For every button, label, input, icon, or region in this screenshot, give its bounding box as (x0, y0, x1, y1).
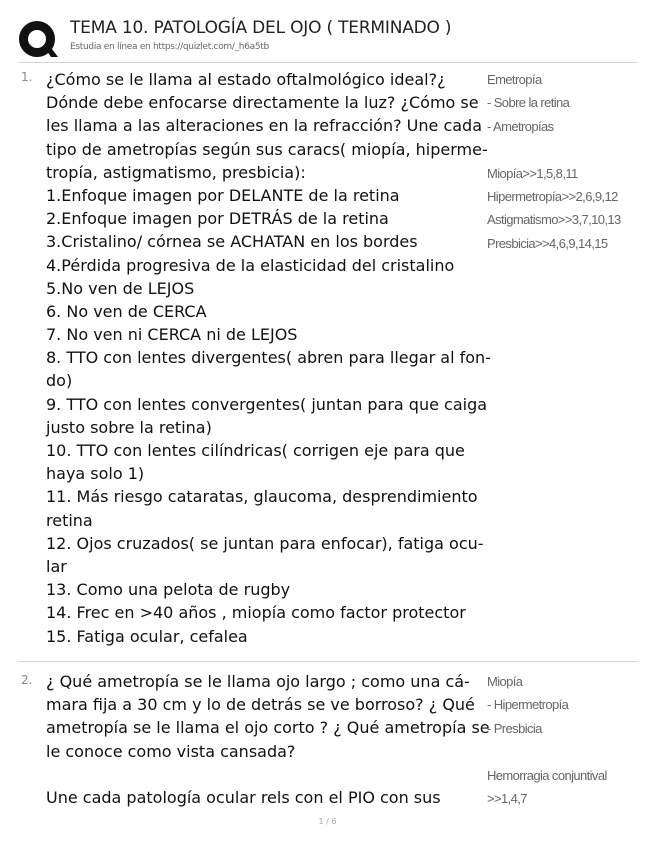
question-line: 1.Enfoque imagen por DELANTE de la retina (46, 185, 400, 205)
question-line: tipo de ametropías según sus caracs( miopía, hiperme- (46, 139, 488, 159)
question-line: 6. No ven de CERCA (46, 301, 207, 321)
question-spacer (46, 763, 484, 786)
card-question (46, 670, 490, 809)
question-line: Dónde debe enfocarse directamente la luz? ¿Cómo se (46, 93, 479, 113)
answer-line: - Ametropías (487, 118, 554, 134)
question-line: tropía, astigmatismo, presbicia): (46, 162, 306, 182)
question-line: ametropía se le llama el ojo corto ? ¿ Qué ametropía se (46, 718, 490, 738)
quizlet-logo-icon (18, 20, 58, 60)
question-line: le conoce como vista cansada? (46, 741, 296, 761)
question-line: 13. Como una pelota de rugby (46, 580, 291, 600)
question-line: 9. TTO con lentes convergentes( juntan para que caiga (46, 394, 488, 414)
answer-line: Miopía>>1,5,8,11 (487, 165, 578, 181)
question-line: 8. TTO con lentes divergentes( abren para llegar al fon- (46, 348, 491, 368)
page-number: 1 / 6 (318, 817, 337, 826)
question-line: 3.Cristalino/ córnea se ACHATAN en los bordes (46, 232, 418, 252)
answer-line: Miopía (487, 674, 523, 689)
question-line: 5.No ven de LEJOS (46, 278, 195, 298)
answer-line: - Presbicia (487, 720, 542, 736)
question-line: 12. Ojos cruzados( se juntan para enfocar), fatiga ocu- (46, 533, 484, 553)
question-line: 15. Fatiga ocular, cefalea (46, 626, 248, 646)
question-line: 2.Enfoque imagen por DETRÁS de la retina (46, 209, 389, 229)
question-line: lar (46, 556, 67, 576)
answer-spacer (487, 138, 637, 161)
question-line: retina (46, 510, 93, 530)
answer-spacer (487, 740, 637, 763)
page-subtitle: Estudia en línea en https://quizlet.com/_h6a5tb (70, 42, 269, 52)
question-line: mara fija a 30 cm y lo de detrás se ve borroso? ¿ Qué (46, 695, 475, 715)
answer-line: Hemorragia conjuntival (487, 767, 607, 783)
answer-line: >>1,4,7 (487, 790, 527, 806)
answer-line: Emetropía (487, 72, 542, 87)
question-line: ¿ Qué ametropía se le llama ojo largo ; como una cá- (46, 672, 470, 691)
card-answer (487, 68, 637, 255)
question-line: 4.Pérdida progresiva de la elasticidad del cristalino (46, 255, 455, 275)
card-number: 2. (21, 673, 33, 687)
answer-line: Presbicia>>4,6,9,14,15 (487, 235, 608, 251)
page-title: TEMA 10. PATOLOGÍA DEL OJO ( TERMINADO ) (70, 18, 452, 38)
question-line: Une cada patología ocular rels con el PIO con sus (46, 787, 441, 807)
question-line: les llama a las alteraciones en la refracción? Une cada (46, 116, 483, 136)
answer-line: Astigmatismo>>3,7,10,13 (487, 212, 621, 228)
question-line: ¿Cómo se le llama al estado oftalmológico ideal?¿ (46, 70, 446, 89)
question-line: 14. Frec en >40 años , miopía como factor protector (46, 603, 466, 623)
card-answer (487, 670, 637, 810)
question-line: haya solo 1) (46, 464, 145, 484)
page-header (18, 16, 638, 62)
question-line: justo sobre la retina) (46, 417, 212, 437)
question-line: 7. No ven ni CERCA ni de LEJOS (46, 325, 298, 345)
divider (18, 62, 638, 63)
question-line: do) (46, 371, 73, 391)
answer-line: Hipermetropía>>2,6,9,12 (487, 188, 618, 204)
card-question (46, 68, 491, 648)
card-number: 1. (21, 70, 33, 84)
answer-line: - Hipermetropía (487, 697, 569, 713)
question-line: 10. TTO con lentes cilíndricas( corrigen eje para que (46, 441, 465, 460)
question-line: 11. Más riesgo cataratas, glaucoma, desprendimiento (46, 487, 478, 507)
answer-line: - Sobre la retina (487, 95, 570, 111)
divider (18, 661, 638, 662)
